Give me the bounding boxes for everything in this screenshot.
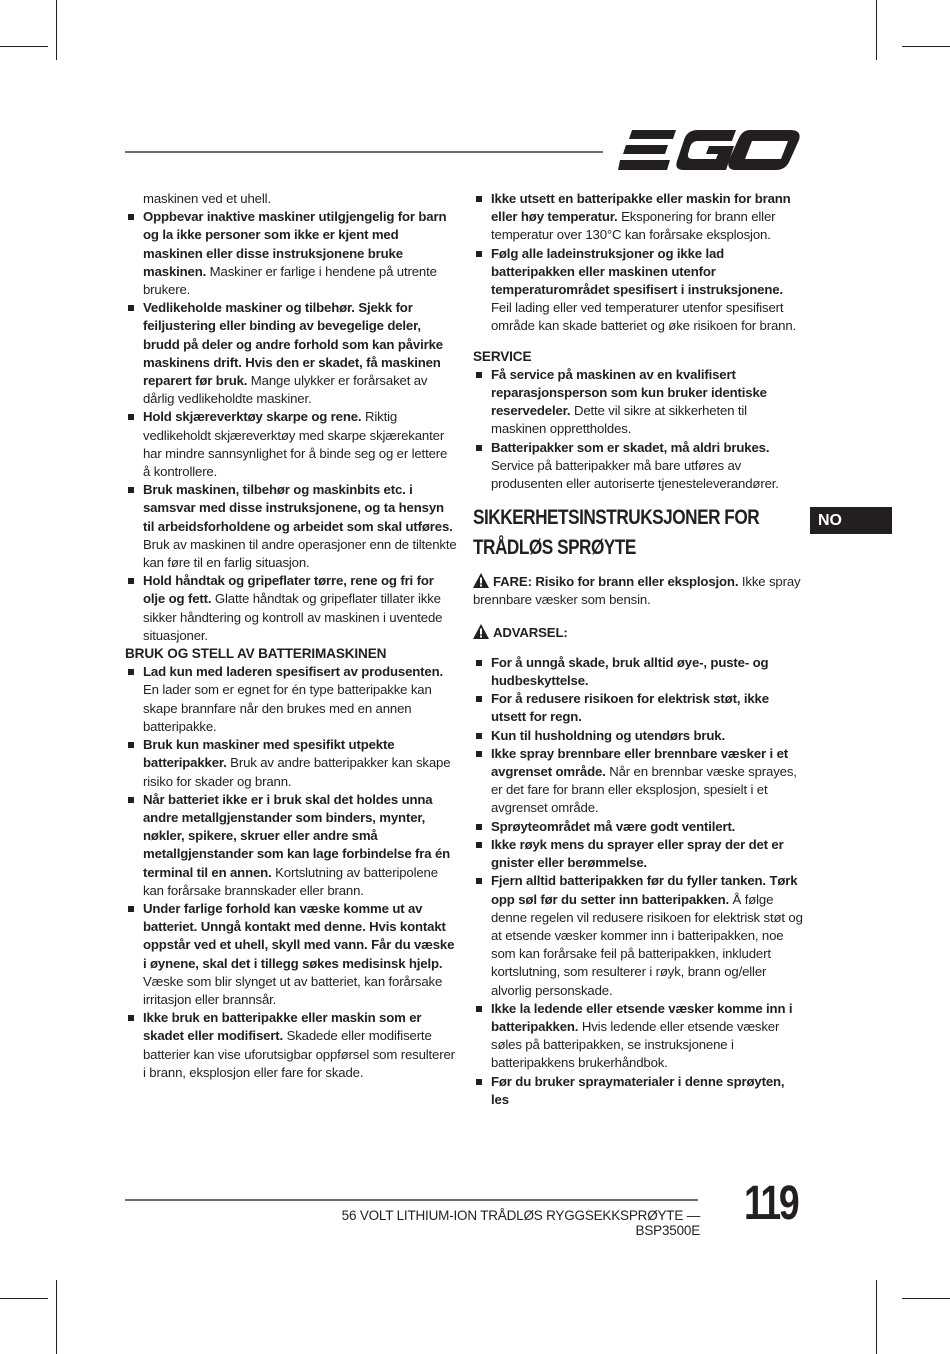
list-item-bold: Få service på maskinen av en kvalifisert reparasjonsperson som kun bruker identiske reservedeler. [491,366,767,419]
bullet-icon [476,824,482,830]
bullet-icon [128,578,134,584]
list-item-bold: Ikke spray brennbare eller brennbare væsker i et avgrenset område. [491,745,788,780]
bullet-icon [128,305,134,311]
list-item-bold: Sprøyteområdet må være godt ventilert. [491,818,736,834]
list-item-bold: Ikke la ledende eller etsende væsker komme inn i batteripakken. [491,1000,793,1034]
right-column [473,190,803,1109]
bullet-icon [128,1015,134,1021]
bullet-icon [128,214,134,220]
list-item-text: Skadede eller modifiserte batterier kan vise uforutsigbar oppførsel som resulterer i brann, eksplosjon eller fare for skade. [143,1028,455,1080]
list-item-text: Riktig vedlikeholdt skjæreverktøy med skarpe skjærekanter har mindre sannsynlighet for å binde seg og er lettere å kontrollere. [143,409,448,480]
list-item [473,727,803,745]
page-number: 119 [744,1177,798,1230]
list-item [473,654,803,690]
list-item-bold: Bruk maskinen, tilbehør og maskinbits etc. i samsvar med disse instruksjonene, og ta hensyn til arbeidsforholdene og arbeidet som skal utføres. [143,482,453,534]
list-item-bold: For å unngå skade, bruk alltid øye-, puste- og hudbeskyttelse. [491,654,769,689]
list-item-text: Kortslutning av batteripolene kan forårsake brannskader eller brann. [143,864,438,898]
language-tab: NO [810,507,892,534]
list-item-bold: For å redusere risikoen for elektrisk støt, ikke utsett for regn. [491,691,769,725]
list-item-text: Eksponering for brann eller temperatur over 130°C kan forårsake eksplosjon. [491,209,776,243]
warning-triangle-icon [473,624,489,639]
bullet-icon [476,251,482,257]
ego-logo [618,128,802,172]
bullet-icon [476,842,482,848]
list-item-bold: Hold skjæreverktøy skarpe og rene. [143,409,362,425]
bullet-icon [476,445,482,451]
list-item-bold: Under farlige forhold kan væske komme ut av batteriet. Unngå kontakt med denne. Hvis kontakt oppstår ved et uhell, skyll med vann. Får du væske i øynene, skal det i tillegg søkes medisinsk hjelp. [143,900,455,971]
bullet-icon [128,742,134,748]
list-item-text: Væske som blir slynget ut av batteriet, kan forårsake irritasjon eller brannsår. [143,973,443,1007]
crop-mark [0,1298,48,1299]
bullet-icon [476,878,482,884]
list-item-text: Bruk av andre batteripakker kan skape risiko for skader og brann. [143,755,451,789]
list-item-text: Service på batteripakker må bare utføres av produsenten eller autoriserte tjenesteleverandører. [491,457,779,492]
list-item-text: Dette vil sikre at sikkerheten til maskinen opprettholdes. [491,403,747,437]
list-item-bold: Fjern alltid batteripakken før du fyller tanken. Tørk opp søl før du setter inn batteripakken. [491,873,798,907]
list-item [125,299,457,408]
warning-triangle-icon [473,573,489,588]
bullet-icon [476,751,482,757]
warning-notice [473,624,803,642]
bullet-icon [128,797,134,803]
list-item-bold: Når batteriet ikke er i bruk skal det holdes unna andre metallgjenstander som binders, mynter, nøkler, spikere, skruer eller andre små metallgjenstander som kan lage forbindelse fra én terminal til en annen. [143,791,451,880]
list-item-bold: Oppbevar inaktive maskiner utilgjengelig for barn og la ikke personer som ikke er kjent med maskinen eller disse instruksjonene bruke maskinen. [143,209,447,279]
list-item [125,791,457,900]
danger-label: FARE: [493,574,532,590]
bullet-icon [128,669,134,675]
left-column [125,190,457,1082]
list-item-bold: Hold håndtak og gripeflater tørre, rene og fri for olje og fett. [143,573,434,607]
list-item-text: Feil lading eller ved temperaturer utenfor spesifisert område kan skade batteriet og øke risikoen for brann. [491,300,797,334]
crop-mark [56,0,57,60]
list-item [125,663,457,736]
crop-mark [0,46,48,47]
bullet-icon [476,372,482,378]
bullet-icon [476,1079,482,1085]
list-item-bold: Følg alle ladeinstruksjoner og ikke lad batteripakken eller maskinen utenfor temperaturområdet spesifisert i instruksjonene. [491,245,783,298]
section-title: SIKKERHETSINSTRUKSJONER FOR TRÅDLØS SPRØYTE [473,506,760,560]
list-item [473,745,803,818]
danger-bold-text: Risiko for brann eller eksplosjon. [531,574,739,590]
list-item [473,245,803,336]
footer-rule [125,1199,698,1201]
list-item [125,1009,457,1082]
list-item-bold: Ikke røyk mens du sprayer eller spray der det er gnister eller berømmelse. [491,836,784,871]
bullet-icon [476,696,482,702]
list-item [125,481,457,572]
list-item-text: En lader som er egnet for én type batteripakke kan skape brannfare når den brukes med en annen batteripakke. [143,682,432,734]
list-item [473,439,803,494]
list-item [473,836,803,872]
list-item [473,872,803,999]
danger-text: Ikke spray brennbare væsker som bensin. [473,574,801,608]
list-item-text: Å følge denne regelen vil redusere risikoen for elektrisk støt og at etsende væsker kommer inn i batteripakken, noe som kan forårsake feil på batteripakken, inkludert kortslutning, som resulterer i røyk, brann og/eller alvorlig personskade. [491,891,803,998]
list-item [125,408,457,481]
service-heading: SERVICE [473,348,532,364]
danger-notice [473,573,803,609]
bullet-icon [128,906,134,912]
bullet-icon [476,1006,482,1012]
list-item-bold: Batteripakker som er skadet, må aldri brukes. [491,439,770,455]
battery-heading: BRUK OG STELL AV BATTERIMASKINEN [125,646,387,662]
list-item-bold: Ikke utsett en batteripakke eller maskin for brann eller høy temperatur. [491,191,791,225]
warning-label: ADVARSEL: [493,624,568,640]
crop-mark [902,46,950,47]
intro-text: maskinen ved et uhell. [143,191,271,206]
crop-mark [56,1280,57,1354]
list-item [125,208,457,299]
list-item-text: Mange ulykker er forårsaket av dårlig vedlikeholdte maskiner. [143,373,428,407]
list-item-text: Glatte håndtak og gripeflater tillater ikke sikker håndtering og kontroll av maskinen i uventede situasjoner. [143,591,443,643]
footer-title: 56 VOLT LITHIUM-ION TRÅDLØS RYGGSEKKSPRØYTE — BSP3500E [341,1208,700,1238]
list-item [473,1073,803,1109]
list-item-bold: Før du bruker spraymaterialer i denne sprøyten, les [491,1073,785,1107]
list-item [473,690,803,726]
list-item-text: Bruk av maskinen til andre operasjoner enn de tiltenkte kan føre til en farlig situasjon. [143,536,457,571]
list-item [125,900,457,1009]
bullet-icon [476,733,482,739]
list-item [125,736,457,791]
list-item [473,818,803,836]
list-item [473,366,803,439]
list-item-text: Hvis ledende eller etsende væsker søles på batteripakken, se instruksjonene i batteripakkens brukerhåndbok. [491,1018,780,1071]
crop-mark [876,1280,877,1354]
list-item-bold: Lad kun med laderen spesifisert av produsenten. [143,664,444,680]
bullet-icon [476,660,482,666]
crop-mark [902,1298,950,1299]
bullet-icon [128,414,134,420]
list-item [473,1000,803,1073]
list-item-bold: Kun til husholdning og utendørs bruk. [491,727,725,743]
list-item-text: Når en brennbar væske sprayes, er det fare for brann eller eksplosjon, spesielt i et avgrenset område. [491,764,797,816]
list-item-bold: Ikke bruk en batteripakke eller maskin som er skadet eller modifisert. [143,1010,422,1044]
list-item [473,190,803,245]
bullet-icon [476,196,482,202]
header-rule [125,151,603,153]
bullet-icon [128,487,134,493]
list-item [125,572,457,645]
list-item-bold: Bruk kun maskiner med spesifikt utpekte batteripakker. [143,737,395,771]
list-item-text: Maskiner er farlige i hendene på utrente brukere. [143,263,437,298]
crop-mark [876,0,877,60]
list-item-bold: Vedlikeholde maskiner og tilbehør. Sjekk for feiljustering eller binding av bevegelige deler, brudd på deler og andre forhold som kan påvirke maskinens drift. Hvis den er skadet, få maskinen reparert før bruk. [143,300,443,389]
